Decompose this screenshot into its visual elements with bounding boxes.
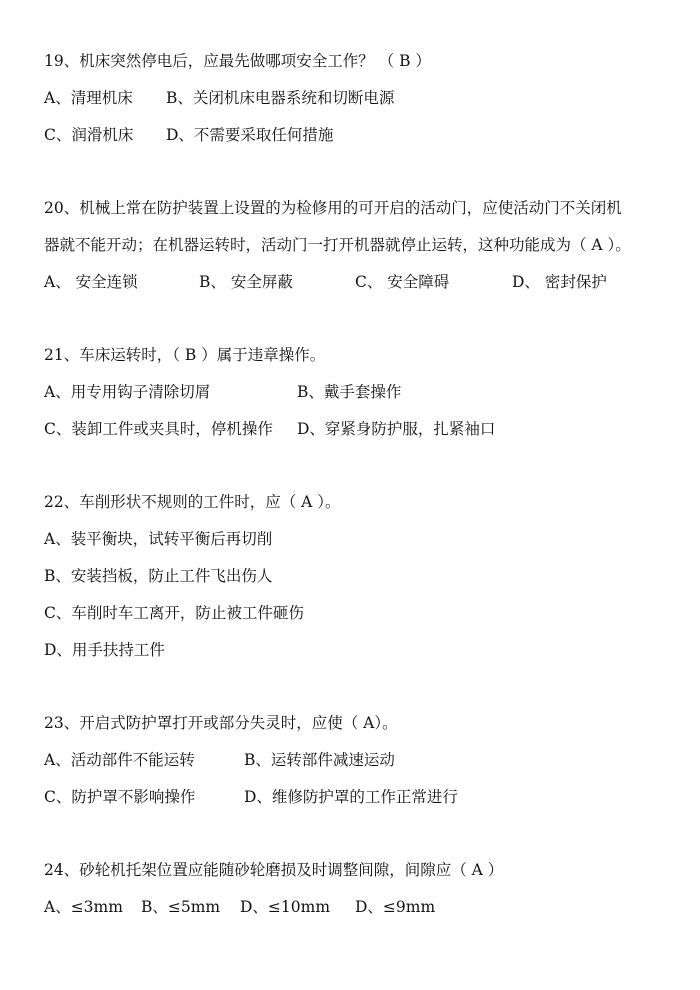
option-d: D、≤10mm [240, 898, 331, 916]
option-d: D、 密封保护 [512, 273, 607, 291]
option-d: D、穿紧身防护服，扎紧袖口 [297, 420, 496, 438]
option-b: B、运转部件减速运动 [244, 751, 395, 769]
option-b: B、≤5mm [141, 898, 221, 916]
option-b: B、安装挡板，防止工件飞出伤人 [44, 567, 273, 585]
option-d: D、不需要采取任何措施 [166, 126, 334, 144]
option-a: A、装平衡块，试转平衡后再切削 [44, 530, 273, 548]
option-b: B、戴手套操作 [297, 383, 402, 401]
option-b: B、 安全屏蔽 [199, 273, 293, 291]
option-c: C、 安全障碍 [355, 273, 450, 291]
question-24-stem: 24、砂轮机托架位置应能随砂轮磨损及时调整间隙，间隙应（ A ） [44, 861, 504, 879]
option-d: D、用手扶持工件 [44, 641, 165, 659]
option-c: C、防护罩不影响操作 [44, 788, 196, 806]
question-21-stem: 21、车床运转时，（ B ）属于违章操作。 [44, 346, 326, 364]
option-c: C、车削时车工离开，防止被工件砸伤 [44, 604, 304, 622]
option-a: A、 安全连锁 [44, 273, 138, 291]
option-d: D、维修防护罩的工作正常进行 [244, 788, 458, 806]
option-a: A、用专用钩子清除切屑 [44, 383, 211, 401]
option-a: A、清理机床 [44, 89, 133, 107]
question-23-stem: 23、开启式防护罩打开或部分失灵时，应使（ A）。 [44, 714, 398, 732]
option-a: A、≤3mm [44, 898, 123, 916]
option-c: C、润滑机床 [44, 126, 134, 144]
option-c: C、装卸工件或夹具时，停机操作 [44, 420, 273, 438]
question-20-stem-line-1: 20、机械上常在防护装置上设置的为检修用的可开启的活动门，应使活动门不关闭机 [44, 199, 622, 217]
question-19-stem: 19、机床突然停电后，应最先做哪项安全工作？ （ B ） [44, 52, 431, 70]
option-b: B、关闭机床电器系统和切断电源 [166, 89, 395, 107]
option-a: A、活动部件不能运转 [44, 751, 195, 769]
question-22-stem: 22、车削形状不规则的工件时，应（ A ）。 [44, 493, 341, 511]
option-d: D、≤9mm [355, 898, 436, 916]
question-20-stem-line-2: 器就不能开动；在机器运转时，活动门一打开机器就停止运转，这种功能成为（ A ）。 [44, 236, 631, 254]
